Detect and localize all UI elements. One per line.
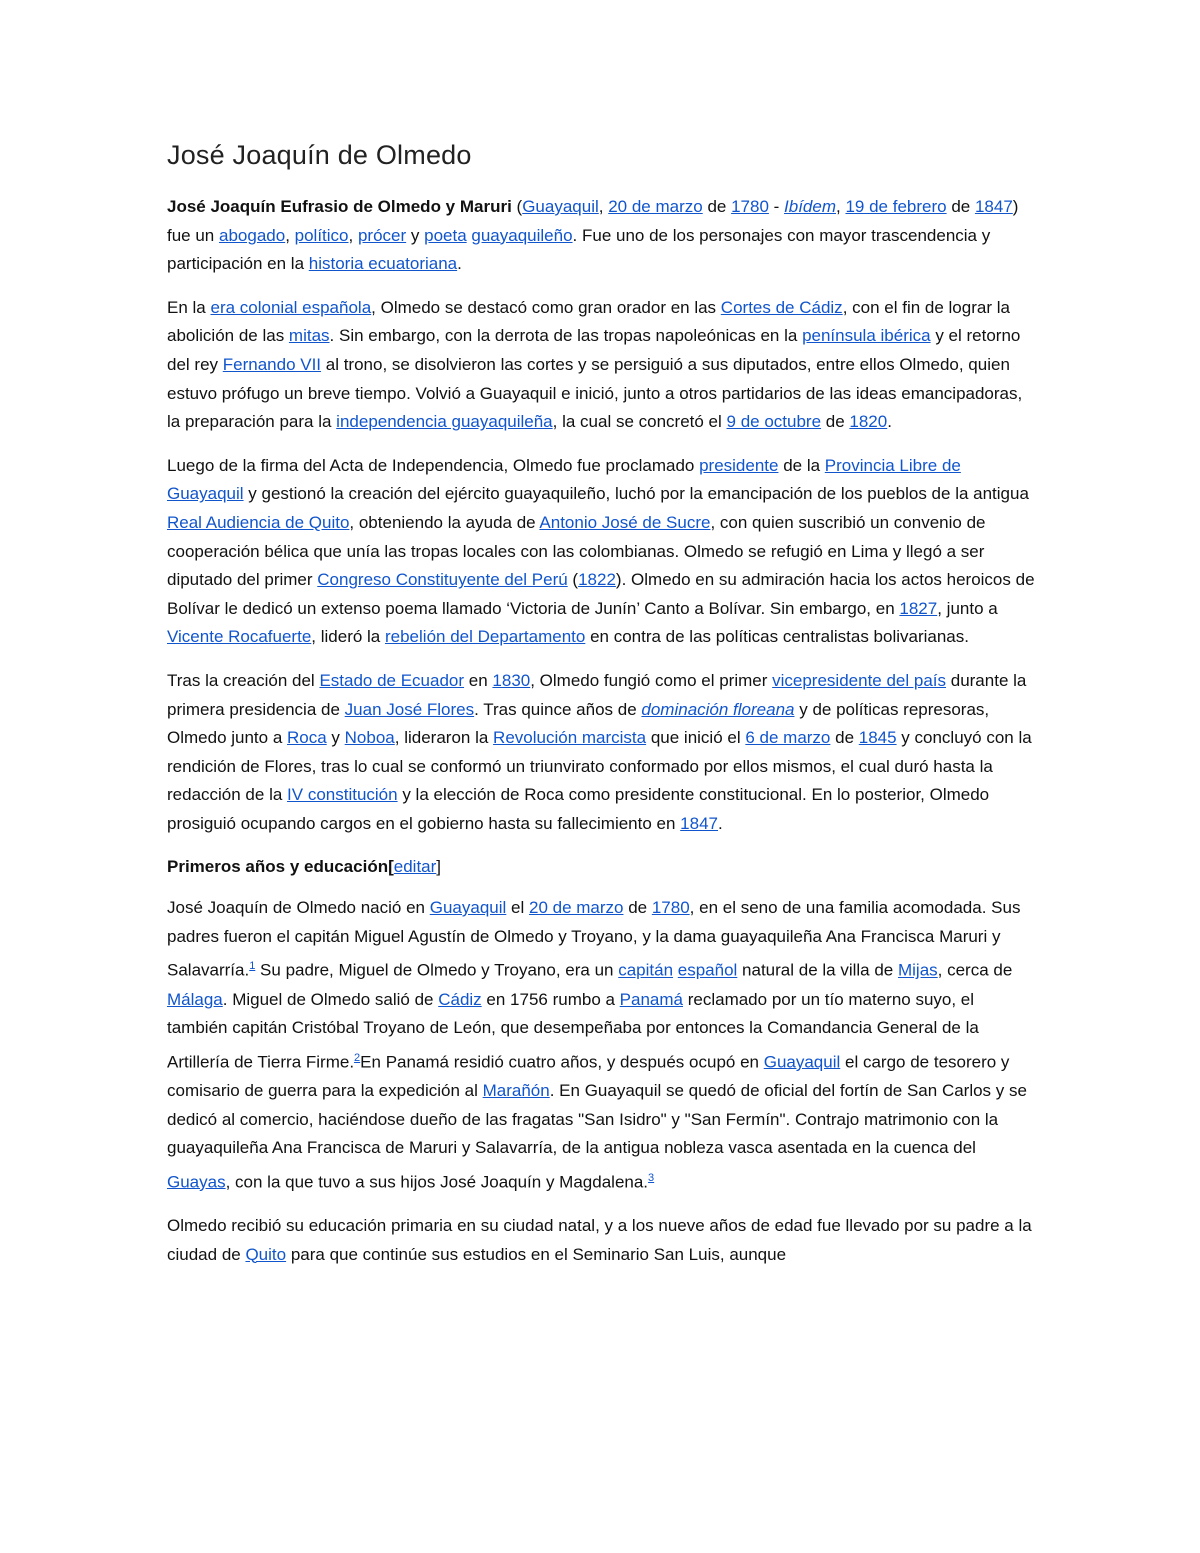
text: ( — [511, 197, 523, 216]
link-1780-b[interactable]: 1780 — [651, 898, 690, 918]
link-iv-constitucion[interactable]: IV constitución — [287, 785, 398, 805]
link-vicepresidente[interactable]: vicepresidente del país — [772, 670, 947, 690]
link-estado-ecuador[interactable]: Estado de Ecuador — [319, 670, 465, 690]
text: de — [946, 197, 975, 216]
link-abogado[interactable]: abogado — [219, 225, 286, 245]
page-title: José Joaquín de Olmedo — [167, 140, 472, 170]
text: , con quien suscribió un convenio de cooperación bélica que unía las tropas locales con las colombianas. Olmedo se refugió en Lima y llegó a ser diputado del primer — [167, 512, 986, 590]
link-guayaquil-b[interactable]: Guayaquil — [429, 898, 507, 918]
link-1822[interactable]: 1822 — [578, 570, 616, 590]
link-19-de-febrero[interactable]: 19 de febrero — [845, 197, 947, 216]
text: que inició el — [646, 728, 746, 748]
link-panama[interactable]: Panamá — [619, 989, 683, 1009]
link-1830[interactable]: 1830 — [492, 670, 531, 690]
text: y la elección de Roca como presidente constitucional. En lo posterior, Olmedo prosiguió ocupando cargos en el gobierno hasta su fallecimiento en — [167, 785, 990, 833]
link-malaga[interactable]: Málaga — [167, 989, 223, 1009]
text: en — [464, 670, 493, 690]
link-historia-ecuatoriana[interactable]: historia ecuatoriana — [308, 254, 458, 274]
text: y gestionó la creación del ejército guayaquileño, luchó por la emancipación de los pueblos de la antigua — [243, 484, 1029, 504]
text: natural de la villa de — [737, 960, 898, 980]
text: , — [348, 225, 358, 245]
link-fernando-vii[interactable]: Fernando VII — [222, 354, 322, 374]
link-provincia-libre[interactable]: Provincia Libre de Guayaquil — [167, 455, 961, 504]
link-era-colonial[interactable]: era colonial española — [210, 297, 372, 317]
text: de — [623, 898, 652, 918]
link-politico[interactable]: político — [294, 225, 349, 245]
text: . — [718, 813, 723, 833]
document-page — [167, 140, 1037, 1284]
link-capitan[interactable]: capitán — [618, 960, 674, 980]
ref-2[interactable]: 2 — [354, 1051, 361, 1064]
link-flores[interactable]: Juan José Flores — [344, 699, 475, 719]
link-noboa[interactable]: Noboa — [344, 728, 395, 748]
link-cadiz[interactable]: Cádiz — [438, 989, 482, 1009]
link-cortes-de-cadiz[interactable]: Cortes de Cádiz — [720, 297, 843, 317]
text: . Tras quince años de — [474, 699, 642, 719]
text: , cerca de — [937, 960, 1013, 980]
text: , — [836, 197, 846, 216]
text: . En Guayaquil se quedó de oficial del fortín de San Carlos y se dedicó al comercio, haciéndose dueño de las fragatas "San Isidro" y "San Fermín". Contrajo matrimonio con la guayaquileña Ana Francisca de Maruri y Salavarría, de la antigua nobleza vasca asentada en la cuenca del — [167, 1080, 1027, 1158]
link-1847-b[interactable]: 1847 — [680, 813, 718, 833]
text: . Miguel de Olmedo salió de — [222, 989, 439, 1009]
text: José Joaquín de Olmedo nació en — [167, 898, 430, 918]
text: , — [598, 197, 609, 216]
section-heading — [167, 853, 1037, 882]
text: . Fue uno de los personajes con mayor trascendencia y participación en la — [167, 225, 991, 274]
link-guayaquileno[interactable]: guayaquileño — [471, 225, 573, 245]
text: , junto a — [937, 598, 998, 618]
text: . — [887, 412, 892, 432]
text: y — [326, 728, 345, 748]
text: ) fue un — [167, 197, 1019, 245]
text: el — [506, 898, 529, 918]
text: En la — [167, 297, 211, 317]
link-guayaquil-c[interactable]: Guayaquil — [763, 1052, 841, 1072]
bracket: ] — [436, 857, 442, 877]
birth-paragraph — [167, 894, 1037, 1197]
section-title: Primeros años y educación — [167, 857, 389, 877]
text: de — [830, 728, 859, 748]
link-1845[interactable]: 1845 — [858, 728, 897, 748]
full-name: José Joaquín Eufrasio de Olmedo y Maruri — [167, 197, 512, 216]
link-1820[interactable]: 1820 — [849, 412, 888, 432]
text: al trono, se disolvieron las cortes y se persiguió a sus diputados, entre ellos Olmedo, quien estuvo prófugo un breve tiempo. Volvió a Guayaquil e inició, junto a otros partidarios de las ideas emancipadoras, la preparación para la — [167, 354, 1023, 432]
link-dominacion-floreana[interactable]: dominación floreana — [641, 699, 795, 719]
text: el cargo de tesorero y comisario de guerra para la expedición al — [167, 1052, 1010, 1100]
ecuador-paragraph — [167, 667, 1037, 839]
text: y concluyó con la rendición de Flores, tras lo cual se conformó un triunvirato conformado por ellos mismos, el cual duró hasta la redacción de la — [167, 728, 1032, 805]
link-mijas[interactable]: Mijas — [897, 960, 938, 980]
link-poeta[interactable]: poeta — [424, 225, 467, 245]
intro-paragraph — [167, 193, 1037, 279]
text: y — [406, 225, 425, 245]
text: ( — [567, 570, 579, 590]
text: . Sin embargo, con la derrota de las tropas napoleónicas en la — [329, 326, 803, 346]
text: , en el seno de una familia acomodada. Sus padres fueron el capitán Miguel Agustín de Olmedo y Troyano, y la dama guayaquileña Ana Francisca Maruri y Salavarría. — [167, 898, 1021, 980]
text: en contra de las políticas centralistas bolivarianas. — [585, 627, 969, 647]
colonial-paragraph — [167, 294, 1037, 437]
link-maranon[interactable]: Marañón — [482, 1080, 550, 1100]
link-1847[interactable]: 1847 — [974, 197, 1013, 216]
text: ). Olmedo en su admiración hacia los actos heroicos de Bolívar le dedicó un extenso poema llamado ‘Victoria de Junín’ Canto a Bolívar. Sin embargo, en — [167, 570, 1035, 618]
text: - — [768, 197, 785, 216]
link-20-de-marzo[interactable]: 20 de marzo — [608, 197, 703, 216]
education-paragraph — [167, 1212, 1037, 1269]
link-9-de-octubre[interactable]: 9 de octubre — [726, 412, 822, 432]
text: para que continúe sus estudios en el Seminario San Luis, aunque — [286, 1244, 787, 1264]
text: , con el fin de lograr la abolición de las — [167, 297, 1010, 346]
text: , obteniendo la ayuda de — [349, 512, 540, 532]
text: Tras la creación del — [167, 670, 320, 690]
text: En Panamá residió cuatro años, y después ocupó en — [360, 1052, 764, 1072]
text: en 1756 rumbo a — [481, 989, 620, 1009]
link-ibidem[interactable]: Ibídem — [784, 197, 836, 216]
link-guayaquil[interactable]: Guayaquil — [522, 197, 599, 216]
text: reclamado por un tío materno suyo, el también capitán Cristóbal Troyano de León, que desempeñaba por entonces la Comandancia General de la Artillería de Tierra Firme. — [167, 989, 979, 1072]
text: durante la primera presidencia de — [167, 670, 1027, 719]
link-presidente[interactable]: presidente — [699, 455, 779, 475]
text: de la — [778, 455, 825, 475]
text: , la cual se concretó el — [552, 412, 727, 432]
text: , lideró la — [311, 627, 385, 647]
link-peninsula-iberica[interactable]: península ibérica — [802, 326, 931, 346]
link-procer[interactable]: prócer — [357, 225, 407, 245]
link-1827[interactable]: 1827 — [899, 598, 938, 618]
link-independencia[interactable]: independencia guayaquileña — [336, 412, 553, 432]
link-quito[interactable]: Quito — [245, 1244, 287, 1264]
link-1780[interactable]: 1780 — [731, 197, 769, 216]
link-guayas[interactable]: Guayas — [167, 1172, 226, 1192]
link-roca[interactable]: Roca — [287, 728, 327, 748]
link-sucre[interactable]: Antonio José de Sucre — [539, 512, 711, 532]
link-6-de-marzo[interactable]: 6 de marzo — [745, 728, 831, 748]
text: , lideraron la — [394, 728, 494, 748]
edit-link[interactable]: editar — [393, 857, 437, 877]
link-20-de-marzo-b[interactable]: 20 de marzo — [528, 898, 624, 918]
link-rebelion[interactable]: rebelión del Departamento — [384, 627, 586, 647]
link-congreso-peru[interactable]: Congreso Constituyente del Perú — [317, 570, 568, 590]
text: y el retorno del rey — [167, 326, 1021, 374]
ref-1[interactable]: 1 — [249, 960, 256, 973]
link-espanol[interactable]: español — [677, 960, 738, 980]
text: . — [457, 254, 462, 274]
bracket: [ — [388, 857, 394, 877]
text: , Olmedo se destacó como gran orador en las — [371, 297, 721, 317]
text: de — [702, 197, 732, 216]
text: , Olmedo fungió como el primer — [530, 670, 773, 690]
link-rocafuerte[interactable]: Vicente Rocafuerte — [167, 627, 312, 647]
text: de — [821, 412, 850, 432]
ref-3[interactable]: 3 — [648, 1171, 655, 1184]
text: Olmedo recibió su educación primaria en su ciudad natal, y a los nueve años de edad fue llevado por su padre a la ciudad de — [167, 1215, 1032, 1264]
text: Luego de la firma del Acta de Independencia, Olmedo fue proclamado — [167, 455, 700, 475]
text: Su padre, Miguel de Olmedo y Troyano, era un — [255, 960, 619, 980]
link-real-audiencia[interactable]: Real Audiencia de Quito — [167, 512, 350, 532]
text: y de políticas represoras, Olmedo junto a — [167, 699, 990, 748]
text: , con la que tuvo a sus hijos José Joaquín y Magdalena. — [225, 1172, 649, 1192]
link-revolucion-marcista[interactable]: Revolución marcista — [493, 728, 647, 748]
text: , — [285, 225, 295, 245]
independence-paragraph — [167, 452, 1037, 652]
link-mitas[interactable]: mitas — [288, 326, 330, 346]
